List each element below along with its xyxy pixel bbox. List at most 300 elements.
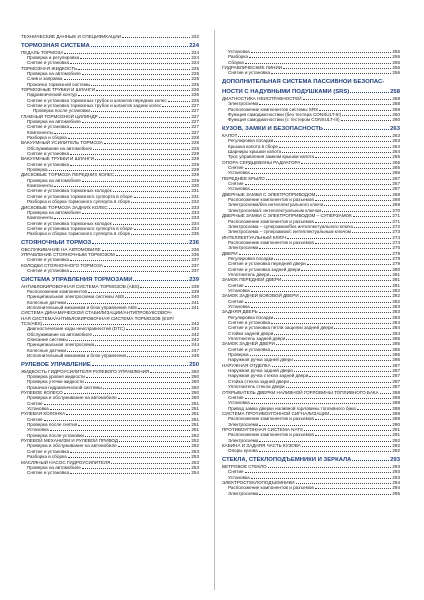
dot-leader <box>322 208 391 212</box>
dot-leader <box>274 256 391 260</box>
dot-leader <box>251 288 392 292</box>
toc-entry-title: Снятие и установка <box>27 161 70 167</box>
toc-entry-title: ЖИДКОСТЬ ГИДРОУСИЛИТЕЛЯ РУЛЕВОГО УПРАВЛЕНИЯ <box>21 368 150 374</box>
toc-entry-page: 287 <box>392 384 400 390</box>
toc-entry-title: Установка <box>228 304 250 309</box>
dot-leader <box>245 299 392 303</box>
toc-entry-page: 227 <box>191 129 199 135</box>
toc-entry-page: 232 <box>191 199 199 205</box>
dot-leader <box>271 347 391 351</box>
toc-entry-title: Колесные датчики <box>27 299 67 305</box>
toc-entry-page: 226 <box>191 97 199 103</box>
toc-entry-page: 224 <box>191 60 199 66</box>
toc-entry-title: Разборка и сборка тормозного суппорта в сборе <box>27 231 131 237</box>
toc-entry-title: Регулировка посадки <box>228 255 274 261</box>
toc-entry <box>222 70 400 75</box>
dot-leader <box>251 400 392 404</box>
dot-leader <box>319 107 391 111</box>
dot-leader <box>66 411 190 415</box>
toc-entry-title: Проверка после снятия <box>27 422 78 428</box>
toc-entry-title: ЗАМОК ЗАДНЕЙ БОКОВОЙ ДВЕРИ <box>222 293 299 299</box>
toc-entry-page: 263 <box>390 126 400 132</box>
toc-entry-page: 285 <box>392 346 400 352</box>
dot-leader <box>70 470 190 474</box>
toc-entry-page: 258 <box>392 101 400 107</box>
dot-leader <box>104 140 191 144</box>
dot-leader <box>271 70 391 74</box>
dot-leader <box>279 144 391 148</box>
column-divider <box>214 30 215 590</box>
toc-entry-page: 283 <box>392 314 400 320</box>
toc-entry-page: 258 <box>390 89 400 96</box>
toc-entry-title: Разборка и сборка <box>27 454 67 460</box>
toc-entry-page: 229 <box>191 167 199 173</box>
dot-leader <box>150 369 190 373</box>
toc-entry-title: Снятие <box>228 298 244 304</box>
toc-entry-page: 255 <box>392 49 400 54</box>
toc-entry-page: 283 <box>392 309 400 315</box>
toc-entry-title: Расположение компонентов и разъемов <box>228 197 314 203</box>
toc-entry-page: 234 <box>191 225 199 231</box>
toc-entry-page: 251 <box>191 416 199 422</box>
toc-entry-title: Установка <box>228 49 250 54</box>
dot-leader <box>251 304 392 308</box>
dot-leader <box>282 277 391 281</box>
toc-entry-page: 287 <box>392 373 400 379</box>
toc-entry-title: Привод замка дверки наливной горловины топливного бака <box>228 405 356 411</box>
toc-entry-page: 270 <box>392 207 400 213</box>
toc-section-heading <box>21 43 199 50</box>
toc-entry-page: 290 <box>392 421 400 427</box>
toc-entry-title: ДВЕРНЫЕ ЗАМКИ С ЭЛЕКТРОПРИВОДОМ <box>222 191 316 197</box>
toc-entry-title: Снятие и установка передней двери <box>228 261 306 267</box>
toc-section-heading <box>21 277 199 284</box>
toc-entry-title: Наружная ручка стекла задней двери <box>228 373 309 379</box>
toc-entry-title: ВАКУУМНЫЕ ТРУБКИ И ШЛАНГИ <box>21 156 95 162</box>
toc-entry-title: Исполнительный механизм и блок управления <box>27 353 127 359</box>
toc-entry-page: 237 <box>191 262 199 268</box>
dot-leader <box>127 353 190 357</box>
dot-leader <box>268 464 392 468</box>
toc-entry-title: Обслуживание на автомобиле <box>27 331 93 337</box>
dot-leader <box>259 491 391 495</box>
toc-entry-title: ДИАГНОСТИКА НЕИСПРАВНОСТЕЙ <box>222 96 302 102</box>
toc-entry-page: 225 <box>191 76 199 82</box>
toc-entry-page: 266 <box>392 170 400 176</box>
toc-entry-page: 252 <box>191 432 199 438</box>
toc-entry-page: 268 <box>392 197 400 203</box>
toc-entry-title: Крышка капота в сборе <box>228 143 278 149</box>
dot-leader <box>134 226 191 230</box>
dot-leader <box>290 379 391 383</box>
toc-entry-page: 228 <box>191 135 199 141</box>
toc-entry-page: 224 <box>189 42 199 49</box>
toc-entry-page: 251 <box>191 427 199 433</box>
toc-entry-title: Снятие и установка <box>228 346 271 352</box>
toc-entry-page: 281 <box>392 271 400 277</box>
toc-entry-title: Уплотнитель стекла двери <box>228 384 285 390</box>
dot-leader <box>238 133 391 137</box>
toc-entry-title: ВАКУУМНЫЙ УСИЛИТЕЛЬ ТОРМОЗА <box>21 140 103 146</box>
toc-entry-title: Наружная ручка задней двери <box>228 368 293 374</box>
toc-entry-page: 260 <box>392 117 400 123</box>
toc-entry-title: ЗАМОК ЗАДНЕЙ ДВЕРИ <box>222 341 275 347</box>
toc-entry-title: Электросхема – суперзамок/без интеллектуального ключа <box>228 223 353 229</box>
toc-entry-title: Проверка и регулировка <box>27 54 80 60</box>
toc-entry-title: Снятие и установка <box>228 320 271 326</box>
toc-entry-page: 267 <box>392 186 400 192</box>
dot-leader <box>109 205 191 209</box>
toc-entry-title: Расположение компонентов и разъемов <box>228 218 314 224</box>
toc-entry-title: РУЛЕВОЙ МЕХАНИЗМ И РУЛЕВОЙ ПРИВОД <box>21 438 118 444</box>
toc-entry-title: Наружная ручка задней двери <box>228 357 293 363</box>
toc-entry-title: Принципиальная электросхема <box>27 342 95 348</box>
toc-section-heading <box>222 126 400 133</box>
dot-leader <box>315 197 392 201</box>
toc-entry-title: АНТИБЛОКИРОВОЧНАЯ СИСТЕМА ТОРМОЗОВ (ABS) <box>21 283 140 289</box>
dot-leader <box>54 130 190 134</box>
toc-entry-page: 288 <box>392 405 400 411</box>
toc-entry-page: 250 <box>191 390 199 396</box>
toc-entry-title: Сборка <box>228 59 244 65</box>
toc-entry-title: Снятие <box>228 165 244 171</box>
toc-entry-page: 288 <box>392 400 400 406</box>
toc-entry-title: Уплотнитель двери <box>228 271 270 277</box>
dot-leader <box>91 108 190 112</box>
toc-entry-title: СИСТЕМА УПРАВЛЕНИЯ ТОРМОЗАМИ <box>21 276 133 283</box>
dot-leader <box>138 305 190 309</box>
dot-leader <box>116 252 191 256</box>
toc-entry-page: 247 <box>191 347 199 353</box>
toc-entry-title: ИНТЕЛЛЕКТУАЛЬНЫЙ КЛЮЧ <box>222 234 287 240</box>
dot-leader <box>82 119 190 123</box>
toc-entry-page: 284 <box>392 320 400 326</box>
dot-leader <box>54 215 190 219</box>
toc-entry-page: 234 <box>191 220 199 226</box>
dot-leader <box>91 82 190 86</box>
toc-entry-page: 229 <box>191 172 199 178</box>
dot-leader <box>315 219 392 223</box>
dot-leader <box>99 114 191 118</box>
toc-entry-page: 248 <box>191 353 199 359</box>
dot-leader <box>315 154 391 158</box>
dot-leader <box>43 321 190 325</box>
dot-leader <box>162 103 190 107</box>
toc-entry-title: Проверка на автомобиле <box>27 70 81 76</box>
toc-entry-page: 250 <box>191 384 199 390</box>
toc-entry-title: ОПОРА СЕРДЦЕВИНЫ РАДИАТОРА <box>222 159 301 165</box>
toc-entry-title: Снятие <box>228 282 244 288</box>
toc-entry-page: 285 <box>392 341 400 347</box>
dot-leader <box>67 348 190 352</box>
dot-leader <box>82 71 190 75</box>
toc-entry-title: КУЗОВ, ЗАМКИ И БЕЗОПАСНОСТЬ <box>222 126 324 132</box>
dot-leader <box>102 247 191 251</box>
toc-entry-title: ТЕХНИЧЕСКИЕ ДАННЫЕ И СПЕЦИФИКАЦИИ <box>21 34 122 39</box>
toc-entry-title: Установка <box>27 406 49 412</box>
toc-entry-title: Снятие и установка <box>27 124 70 130</box>
dot-leader <box>70 268 190 272</box>
toc-entry <box>21 353 199 358</box>
toc-entry-page: 275 <box>392 245 400 251</box>
toc-entry-page: 237 <box>191 257 199 263</box>
toc-entry-page: 292 <box>392 448 400 454</box>
dot-leader <box>82 210 190 214</box>
toc-entry-title: Исполнительный механизм и блок управления ABS <box>27 305 137 311</box>
toc-entry-title: Снятие <box>228 469 244 475</box>
dot-leader <box>95 342 190 346</box>
dot-leader <box>88 289 190 293</box>
toc-entry-page: 227 <box>191 108 199 114</box>
dot-leader <box>64 390 191 394</box>
toc-entry-title: Слив и заправка <box>27 76 63 82</box>
toc-entry-page: 242 <box>191 321 199 327</box>
dot-leader <box>302 443 392 447</box>
dot-leader <box>270 272 391 276</box>
toc-entry-title: Проверка после установки <box>33 108 90 114</box>
dot-leader <box>239 251 392 255</box>
toc-entry <box>222 491 400 496</box>
toc-entry-page: 282 <box>392 298 400 304</box>
dot-leader <box>50 427 191 431</box>
dot-leader <box>111 460 190 464</box>
dot-leader <box>131 199 190 203</box>
toc-entry-page: 229 <box>191 151 199 157</box>
dot-leader <box>64 76 191 80</box>
toc-entry-title: Снятие <box>228 394 244 400</box>
toc-entry-title: Электросхема <box>228 245 259 251</box>
dot-leader <box>69 337 191 341</box>
dot-leader <box>103 385 190 389</box>
toc-entry-page: 231 <box>191 193 199 199</box>
dot-leader <box>245 395 392 399</box>
toc-entry-title: Расположение компонентов и разъемов <box>228 485 314 491</box>
dot-leader <box>276 341 391 345</box>
toc-entry-page: 287 <box>392 368 400 374</box>
dot-leader <box>82 465 190 469</box>
toc-entry-title: Функция самодиагностики (без тестера CONSULT-III) <box>228 112 342 118</box>
toc-entry-page: 288 <box>392 389 400 395</box>
toc-entry-title: НОСТИ С НАДУВНЫМИ ПОДУШКАМИ (SRS) <box>222 89 350 96</box>
toc-entry-page: 283 <box>392 304 400 309</box>
toc-entry-page: 291 <box>392 426 400 432</box>
dot-leader <box>315 432 392 436</box>
dot-leader <box>315 416 392 420</box>
toc-entry-page: 229 <box>191 156 199 162</box>
toc-entry-page: 293 <box>392 469 400 475</box>
toc-entry-page: 259 <box>392 106 400 112</box>
toc-entry-title: ТОРМОЗНАЯ СИСТЕМА <box>21 42 90 49</box>
toc-entry-page: 225 <box>191 81 199 87</box>
toc-entry-title: Снятие <box>27 416 43 422</box>
toc-entry-page: 282 <box>392 287 400 293</box>
dot-leader <box>309 373 391 377</box>
dot-leader <box>78 92 190 96</box>
toc-entry-page: 231 <box>191 188 199 194</box>
toc-entry <box>222 448 400 453</box>
toc-section-heading <box>222 79 400 86</box>
toc-entry-page: 289 <box>392 416 400 422</box>
toc-entry-page: 263 <box>392 138 400 144</box>
toc-entry-page: 264 <box>392 149 400 155</box>
toc-section-heading <box>21 240 199 247</box>
toc-entry-title: Обслуживание на автомобиле <box>27 145 93 151</box>
toc-entry-title: ДВЕРНЫЕ ЗАМКИ С ЭЛЕКТРОПРИВОДОМ – СУПЕРЗАМОК <box>222 213 352 219</box>
toc-entry-title: Электросхема <box>228 490 259 496</box>
toc-entry-title: Регулировка посадки <box>228 138 274 144</box>
toc-entry-page: 233 <box>191 209 199 215</box>
dot-leader <box>119 438 190 442</box>
toc-entry-title: Снятие и установка тормозных колодок <box>27 188 112 194</box>
dot-leader <box>282 149 391 153</box>
dot-leader <box>93 146 190 150</box>
dot-leader <box>245 469 392 473</box>
toc-entry-title: Проверка на автомобиле <box>27 119 81 124</box>
dot-leader <box>168 98 191 102</box>
toc-entry-title: Электросхема <box>228 421 259 427</box>
toc-entry-title: Снятие и установка <box>228 70 271 76</box>
toc-entry-title: Прокачка гидравлической системы <box>27 384 102 390</box>
toc-entry-page: 227 <box>191 124 199 130</box>
dot-leader <box>126 326 191 330</box>
toc-entry-title: Разборка <box>228 54 248 60</box>
toc-entry-page: 227 <box>191 113 199 119</box>
toc-entry-page: 292 <box>392 442 400 448</box>
dot-leader <box>68 135 191 139</box>
toc-entry-title: Снятие и установка <box>27 448 70 454</box>
dot-leader <box>115 172 190 176</box>
toc-entry-title: Снятие и установка задней двери <box>228 266 301 272</box>
toc-entry-page: 256 <box>392 70 400 76</box>
toc-entry-title: Стойки задней двери <box>228 330 274 336</box>
toc-entry-title: Проверка утечки жидкости <box>27 379 84 385</box>
toc-entry-page: 224 <box>191 49 199 55</box>
toc-entry-title: КОЛОДКИ СТОЯНОЧНОГО ТОРМОЗА <box>21 262 103 268</box>
toc-entry <box>21 470 199 475</box>
dot-leader <box>95 156 190 160</box>
dot-leader <box>274 331 391 335</box>
toc-entry-title: Прокачка тормозной системы <box>27 81 91 87</box>
dot-leader <box>70 449 190 453</box>
toc-entry-title: Принципиальная электросхема системы ABS <box>27 294 125 300</box>
toc-entry-page: 242 <box>191 326 199 332</box>
toc-entry-title: КАБИНА И ЗАДНЯЯ ЧАСТЬ КУЗОВА <box>222 442 301 448</box>
toc-entry-page: 225 <box>191 70 199 76</box>
toc-entry-title: Регулировка посадки <box>228 314 274 320</box>
toc-entry-page: 239 <box>191 289 199 294</box>
dot-leader <box>85 433 190 437</box>
toc-entry-title: Снятие и установка тормозного суппорта в сборе <box>27 193 133 199</box>
toc-entry-page: 229 <box>191 177 199 183</box>
toc-section-heading <box>222 89 400 96</box>
toc-entry-page: 295 <box>392 490 400 496</box>
dot-leader <box>44 401 191 405</box>
toc-entry-page: 294 <box>392 485 400 491</box>
dot-leader <box>67 300 190 304</box>
toc-entry-page: 242 <box>191 337 199 343</box>
dot-leader <box>353 213 392 217</box>
dot-leader <box>301 160 391 164</box>
toc-entry-title: Снятие и установка <box>27 268 70 274</box>
toc-entry-title: Снятие и установка <box>27 60 70 66</box>
toc-entry-title: Проверка на автомобиле <box>27 464 81 470</box>
toc-entry-title: Проверка и обслуживание на автомобиле <box>27 395 117 401</box>
toc-entry-page: 280 <box>392 266 400 272</box>
toc-entry-title: Установка <box>228 400 250 406</box>
toc-entry-page: 287 <box>392 362 400 368</box>
dot-leader <box>286 384 392 388</box>
toc-entry-page: 253 <box>191 464 199 470</box>
toc-entry-page: 244 <box>191 342 199 348</box>
toc-entry-page: 289 <box>392 410 400 416</box>
dot-leader <box>354 224 391 228</box>
dot-leader <box>249 54 391 58</box>
toc-entry-page: 237 <box>191 268 199 274</box>
toc-entry-title: Расположение компонентов системы SRS <box>228 106 319 112</box>
toc-entry-page: 260 <box>392 112 400 118</box>
dot-leader <box>131 231 190 235</box>
dot-leader <box>92 240 188 244</box>
toc-entry-page: 272 <box>392 223 400 229</box>
toc-entry-title: РУЛЕВОЕ УПРАВЛЕНИЕ <box>21 361 91 368</box>
toc-right-column <box>222 49 400 496</box>
dot-leader <box>140 284 190 288</box>
toc-entry-page: 239 <box>189 276 199 283</box>
dot-leader <box>68 454 191 458</box>
dot-leader <box>251 186 392 190</box>
toc-entry-page: 228 <box>191 145 199 151</box>
toc-entry-title: Снятие и установка петли защелки задней двери <box>228 325 334 331</box>
dot-leader <box>134 194 191 198</box>
dot-leader <box>272 363 392 367</box>
toc-entry-page: 267 <box>392 181 400 187</box>
dot-leader <box>316 192 391 196</box>
toc-left-column <box>21 34 199 476</box>
dot-leader <box>245 60 392 64</box>
dot-leader <box>380 390 392 394</box>
toc-entry-title: Шарниры крышки капота <box>228 149 282 155</box>
dot-leader <box>324 202 391 206</box>
dot-leader <box>86 374 190 378</box>
toc-entry-title: Снятие и установка тормозного суппорта в сборе <box>27 225 133 231</box>
dot-leader <box>104 263 191 267</box>
dot-leader <box>259 245 391 249</box>
toc-entry-title: ГИДРАВЛИЧЕСКИЕ ЛИНИИ <box>222 65 283 71</box>
toc-entry-page: 267 <box>392 175 400 181</box>
toc-entry-page: 229 <box>191 161 199 167</box>
toc-entry-page: 281 <box>392 282 400 288</box>
toc-entry-title: Трос управления замком крышки капота <box>228 154 315 160</box>
toc-entry-page: 281 <box>392 277 400 283</box>
dot-leader <box>64 50 190 54</box>
toc-entry-page: 241 <box>191 305 199 311</box>
toc-entry-title: Проверка уровня жидкости <box>27 374 85 379</box>
dot-leader <box>118 395 191 399</box>
dot-leader <box>70 60 190 64</box>
toc-entry-page: 250 <box>191 368 199 374</box>
toc-entry-title: ОБСЛУЖИВАНИЕ НА АВТОМОБИЛЕ <box>21 246 101 252</box>
toc-entry-title: ЗАДНЯЯ ДВЕРЬ <box>222 309 258 315</box>
toc-entry-page: 263 <box>392 133 400 138</box>
toc-entry <box>222 117 400 122</box>
dot-leader <box>93 332 190 336</box>
toc-entry-page: 282 <box>392 293 400 299</box>
dot-leader <box>357 406 392 410</box>
toc-entry-title: ПЕДАЛЬ ТОРМОЗА <box>21 49 64 55</box>
toc-entry-page: 279 <box>392 261 400 267</box>
toc-entry-title: Снятие и установка <box>27 470 70 476</box>
toc-entry-page: 250 <box>189 361 199 368</box>
